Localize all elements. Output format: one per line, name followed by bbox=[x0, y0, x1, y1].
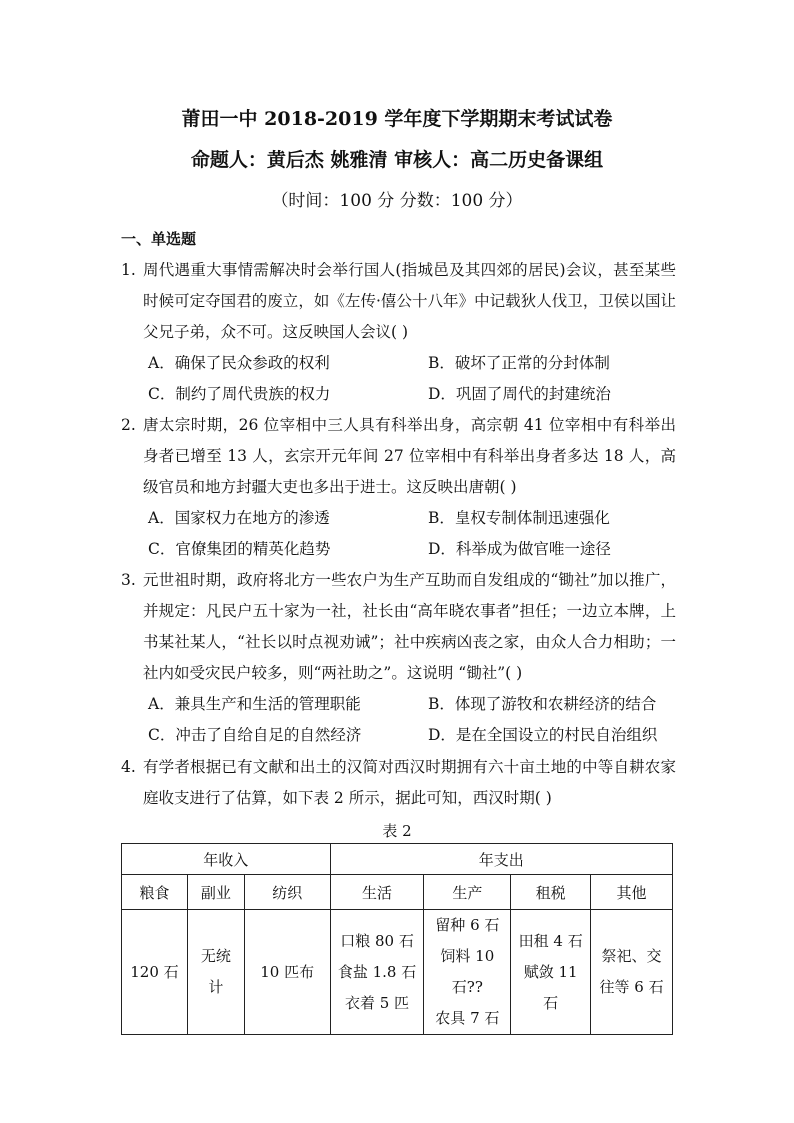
cell-line: 农具 7 石 bbox=[435, 1009, 500, 1027]
question-4 bbox=[121, 752, 676, 814]
income-header: 年收入 bbox=[122, 844, 331, 875]
question-number: 3. bbox=[121, 571, 136, 589]
cell-line: 衣着 5 匹 bbox=[344, 993, 410, 1012]
grain-cell: 120 石 bbox=[122, 910, 188, 1035]
section-heading: 一、单选题 bbox=[121, 230, 197, 248]
table-row bbox=[122, 910, 673, 1035]
question-number: 4. bbox=[121, 758, 136, 776]
option-b: B．体现了游牧和农耕经济的结合 bbox=[428, 695, 657, 713]
exam-authors: 命题人：黄后杰 姚雅清 审核人：高二历史备课组 bbox=[190, 149, 604, 171]
income-expense-table bbox=[121, 843, 673, 1035]
column-header: 生产 bbox=[424, 875, 511, 910]
question-options bbox=[121, 689, 676, 751]
option-a: A．确保了民众参政的权利 bbox=[148, 354, 330, 372]
table-group-header-row bbox=[122, 844, 673, 875]
question-1 bbox=[121, 255, 676, 410]
column-header: 纺织 bbox=[244, 875, 330, 910]
exam-title: 莆田一中 2018-2019 学年度下学期期末考试试卷 bbox=[181, 108, 613, 130]
production-cell bbox=[424, 910, 511, 1035]
living-cell bbox=[330, 910, 424, 1035]
question-stem: 周代遇重大事情需解决时会举行国人(指城邑及其四郊的居民)会议，甚至某些时候可定夺国君的废立，如《左传·僖公十八年》中记载狄人伐卫，卫侯以国让父兄子弟，众不可。这反映国人会议( ) bbox=[143, 261, 676, 341]
expense-header: 年支出 bbox=[330, 844, 672, 875]
cell-line: 祭祀、交 bbox=[601, 947, 662, 965]
question-number: 2. bbox=[121, 416, 136, 434]
question-stem: 唐太宗时期，26 位宰相中三人具有科举出身，高宗朝 41 位宰相中有科举出身者已增至 13 人，玄宗开元年间 27 位宰相中有科举出身者多达 18 人，高级官员和地方封疆大吏也多出于进士。这反映出唐朝( ) bbox=[143, 416, 676, 496]
cell-line: 石 bbox=[543, 993, 559, 1012]
option-c: C．冲击了自给自足的自然经济 bbox=[148, 726, 362, 744]
question-3 bbox=[121, 565, 676, 751]
column-header: 生活 bbox=[330, 875, 424, 910]
cell-line: 口粮 80 石 bbox=[340, 931, 414, 950]
cell-line: 计 bbox=[208, 978, 224, 996]
question-options bbox=[121, 503, 676, 565]
option-d: D．是在全国设立的村民自治组织 bbox=[428, 726, 658, 744]
option-a: A．兼具生产和生活的管理职能 bbox=[148, 695, 361, 713]
column-header: 粮食 bbox=[122, 875, 188, 910]
option-c: C．官僚集团的精英化趋势 bbox=[148, 540, 331, 558]
column-header: 其他 bbox=[591, 875, 673, 910]
cell-line: 食盐 1.8 石 bbox=[337, 962, 417, 981]
column-header: 副业 bbox=[187, 875, 244, 910]
cell-line: 饲料 10 石?? bbox=[440, 947, 495, 996]
exam-time-score: （时间：100 分 分数：100 分） bbox=[271, 191, 523, 211]
cell-line: 赋敛 11 bbox=[523, 962, 578, 981]
option-b: B．皇权专制体制迅速强化 bbox=[428, 509, 610, 527]
option-d: D．科举成为做官唯一途径 bbox=[428, 540, 611, 558]
option-c: C．制约了周代贵族的权力 bbox=[148, 385, 331, 403]
cell-line: 田租 4 石 bbox=[518, 931, 583, 950]
sideline-cell bbox=[187, 910, 244, 1035]
tax-cell bbox=[511, 910, 591, 1035]
textile-cell: 10 匹布 bbox=[244, 910, 330, 1035]
other-cell bbox=[591, 910, 673, 1035]
question-options bbox=[121, 348, 676, 410]
table-column-header-row bbox=[122, 875, 673, 910]
cell-line: 往等 6 石 bbox=[599, 978, 664, 996]
question-number: 1. bbox=[121, 261, 136, 279]
option-d: D．巩固了周代的封建统治 bbox=[428, 385, 611, 403]
question-stem: 元世祖时期，政府将北方一些农户为生产互助而自发组成的“锄社”加以推广，并规定：凡民户五十家为一社，社长由“高年晓农事者”担任；一边立本牌，上书某社某人，“社长以时点视劝诫”；社中疾病凶丧之家，由众人合力相助；一社内如受灾民户较多，则“两社助之”。这说明 “锄社”( ) bbox=[143, 571, 676, 682]
option-a: A．国家权力在地方的渗透 bbox=[148, 509, 330, 527]
cell-line: 无统 bbox=[200, 947, 231, 965]
question-2 bbox=[121, 410, 676, 565]
column-header: 租税 bbox=[511, 875, 591, 910]
table-caption: 表 2 bbox=[382, 822, 412, 840]
cell-line: 留种 6 石 bbox=[435, 916, 500, 934]
option-b: B．破坏了正常的分封体制 bbox=[428, 354, 610, 372]
question-stem: 有学者根据已有文献和出土的汉简对西汉时期拥有六十亩土地的中等自耕农家庭收支进行了估算，如下表 2 所示，据此可知，西汉时期( ) bbox=[143, 758, 676, 807]
